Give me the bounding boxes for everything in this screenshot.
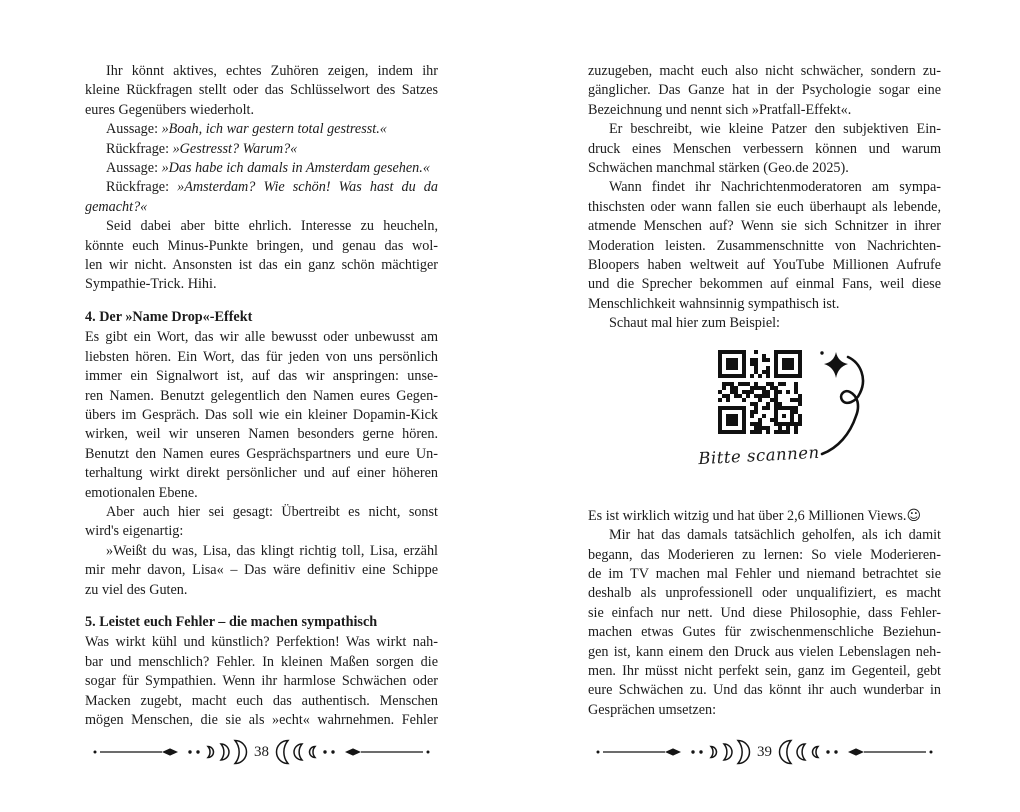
- text-line: Gesprächen umsetzen:: [588, 701, 717, 718]
- paragraph: [588, 62, 941, 120]
- text-line: liebsten hören. Ein Wort, das für jeden von uns persönlich: [85, 348, 438, 365]
- text-line: zu viel des Guten.: [85, 581, 188, 598]
- paragraph: [85, 217, 438, 295]
- text-line: Macken zugebt, macht euch das authentisch. Menschen: [85, 692, 438, 709]
- paragraph: [85, 633, 438, 730]
- qr-figure: [588, 334, 941, 507]
- text-line: men. Ihr müsst nicht perfekt sein, ganz im Gegenteil, gebt: [588, 662, 941, 679]
- paragraph: [85, 178, 438, 217]
- paragraph: [588, 120, 941, 178]
- crescent-moons-ornament-left: [92, 737, 248, 767]
- text-line: Seid dabei aber bitte ehrlich. Interesse zu heucheln,: [106, 218, 438, 235]
- text-line: Aussage: »Boah, ich war gestern total gestresst.«: [106, 121, 387, 138]
- paragraph: [85, 542, 438, 600]
- text-line: eures Gegenübers wiederholt.: [85, 101, 255, 118]
- text-line: Was wirkt kühl und künstlich? Perfektion! Was wirkt nah-: [85, 634, 438, 651]
- text-line: mir mehr davon, Lisa« – Das wäre definitiv eine Schippe: [85, 562, 438, 579]
- qr-code: [714, 346, 806, 438]
- text-line: Moderation leisten. Zusammenschnitte von Nachrichten-: [588, 237, 941, 254]
- text-line: eure Schwächen zu. Und das könnt ihr auch wunderbar in: [588, 682, 941, 699]
- text-line: Sympathie-Trick. Hihi.: [85, 276, 217, 293]
- text-line: Bezeichnung und nennt sich »Pratfall-Effekt«.: [588, 101, 852, 118]
- qr-caption: Bitte scannen: [697, 442, 821, 468]
- text-line: gen ist, kann einem den Druck aus vielen Lebenslagen neh-: [588, 643, 941, 660]
- paragraph: [85, 120, 438, 139]
- paragraph: [85, 140, 438, 159]
- text-line: Wann findet ihr Nachrichtenmoderatoren am sympa-: [609, 179, 941, 196]
- paragraph: [588, 526, 941, 720]
- crescent-moons-ornament-left: [595, 737, 751, 767]
- paragraph: [85, 62, 438, 120]
- text-line: Es ist wirklich witzig und hat über 2,6 Millionen Views.☺: [588, 507, 922, 524]
- text-line: immer ein Signalwort ist, auf das wir anspringen: unse-: [85, 368, 438, 385]
- smiley-emoji: ☺: [906, 507, 922, 524]
- text-line: Aussage: »Das habe ich damals in Amsterdam gesehen.«: [106, 160, 430, 177]
- text-line: Schaut mal hier zum Beispiel:: [609, 315, 780, 332]
- text-line: sie einfach nur nett. Und diese Philosophie, dass Fehler-: [588, 604, 941, 621]
- text-line: Ihr könnt aktives, echtes Zuhören zeigen, indem ihr: [106, 63, 438, 79]
- text-line: deshalb als unprofessionell oder unqualifiziert, es macht: [588, 585, 941, 602]
- text-line: und die Sprecher bekommen auf einmal Fans, weil diese: [588, 276, 941, 293]
- text-line: gänglicher. Das Ganze hat in der Psychologie sogar eine: [588, 82, 941, 99]
- text-line: begann, das Moderieren zu lernen: So viele Moderieren-: [588, 546, 941, 563]
- text-line: gemacht?«: [85, 198, 148, 215]
- text-line: Es gibt ein Wort, das wir alle bewusst oder unbewusst am: [85, 329, 438, 346]
- text-line: Schwächen manchmal stärken (Geo.de 2025).: [588, 160, 849, 177]
- crescent-moons-ornament-right: [778, 737, 934, 767]
- text-line: atmende Menschen auf? Wenn sie sich Schnitzer in ihrer: [588, 218, 941, 235]
- text-line: emotionalen Ebene.: [85, 484, 198, 501]
- text-line: übers im Gespräch. Das soll wie ein kleiner Dopamin-Kick: [85, 406, 438, 423]
- section-heading: 5. Leistet euch Fehler – die machen sympathisch: [85, 613, 378, 630]
- text-line: machen etwas Gutes für zwischenmenschliche Beziehun-: [588, 624, 941, 641]
- right-page-text-bottom: [588, 507, 941, 720]
- text-line: bar und menschlich? Fehler. In kleinen Maßen sorgen die: [85, 653, 438, 670]
- section-heading: 4. Der »Name Drop«-Effekt: [85, 308, 253, 325]
- paragraph: [588, 507, 941, 526]
- swirl-dot: [820, 351, 823, 354]
- left-page-footer: [85, 737, 438, 767]
- text-line: zuzugeben, macht euch also nicht schwächer, sondern zu-: [588, 63, 941, 79]
- paragraph: [85, 328, 438, 503]
- text-line: könnte euch Minus-Punkte bringen, und genau das wol-: [85, 237, 438, 254]
- text-line: druck eines Menschen verbessern können und warum: [588, 140, 941, 157]
- right-page-text-top: [588, 62, 941, 334]
- page-number-left: 38: [254, 744, 269, 760]
- text-line: Er beschreibt, wie kleine Patzer den subjektiven Ein-: [609, 121, 941, 138]
- paragraph: [588, 178, 941, 314]
- text-line: kleine Rückfragen stellt oder das Schlüsselwort des Satzes: [85, 82, 438, 99]
- text-line: Aber auch hier sei gesagt: Übertreibt es nicht, sonst: [106, 503, 438, 520]
- text-line: Rückfrage: »Gestresst? Warum?«: [106, 140, 298, 157]
- text-line: Bloopers haben weltweit auf YouTube Millionen Aufrufe: [588, 257, 941, 274]
- text-line: Menschlichkeit wahnsinnig sympathisch ist.: [588, 295, 840, 312]
- text-line: ren Namen. Benutzt gelegentlich den Namen eures Gegen-: [85, 387, 438, 404]
- text-line: thischsten oder wann fallen sie euch überhaupt als lebende,: [588, 198, 941, 215]
- four-point-star-icon: [824, 352, 848, 378]
- paragraph: [85, 159, 438, 178]
- swirl-arrow-icon: [810, 348, 870, 484]
- text-line: len wir nicht. Ansonsten ist das ein ganz schön mächtiger: [85, 257, 438, 274]
- paragraph: [588, 314, 941, 333]
- page-number-right: 39: [757, 744, 772, 760]
- crescent-moons-ornament-right: [275, 737, 431, 767]
- text-line: Mir hat das damals tatsächlich geholfen, als ich damit: [609, 527, 941, 544]
- text-line: mögen Menschen, die sie als »echt« wahrnehmen. Fehler: [85, 712, 438, 728]
- left-page-text-column: [85, 62, 438, 730]
- text-line: »Weißt du was, Lisa, das klingt richtig toll, Lisa, erzähl: [106, 542, 438, 559]
- text-line: de im TV machen mal Fehler und niemand betrachtet sie: [588, 565, 941, 582]
- text-line: terhaltung wirkt direkt persönlicher und auf einer höheren: [85, 465, 438, 482]
- paragraph: [85, 503, 438, 542]
- right-page-footer: [588, 737, 941, 767]
- text-line: sogar für Sympathien. Wenn ihr harmlose Schwächen oder: [85, 673, 438, 690]
- text-line: wird's eigenartig:: [85, 523, 184, 540]
- text-line: wirken, weil wir unseren Namen besonders gerne hören.: [85, 426, 438, 443]
- text-line: Rückfrage: »Amsterdam? Wie schön! Was hast du da: [106, 179, 438, 196]
- text-line: Benutzt den Namen eures Gesprächspartners und eure Un-: [85, 445, 438, 462]
- right-page-text-column: [588, 62, 941, 720]
